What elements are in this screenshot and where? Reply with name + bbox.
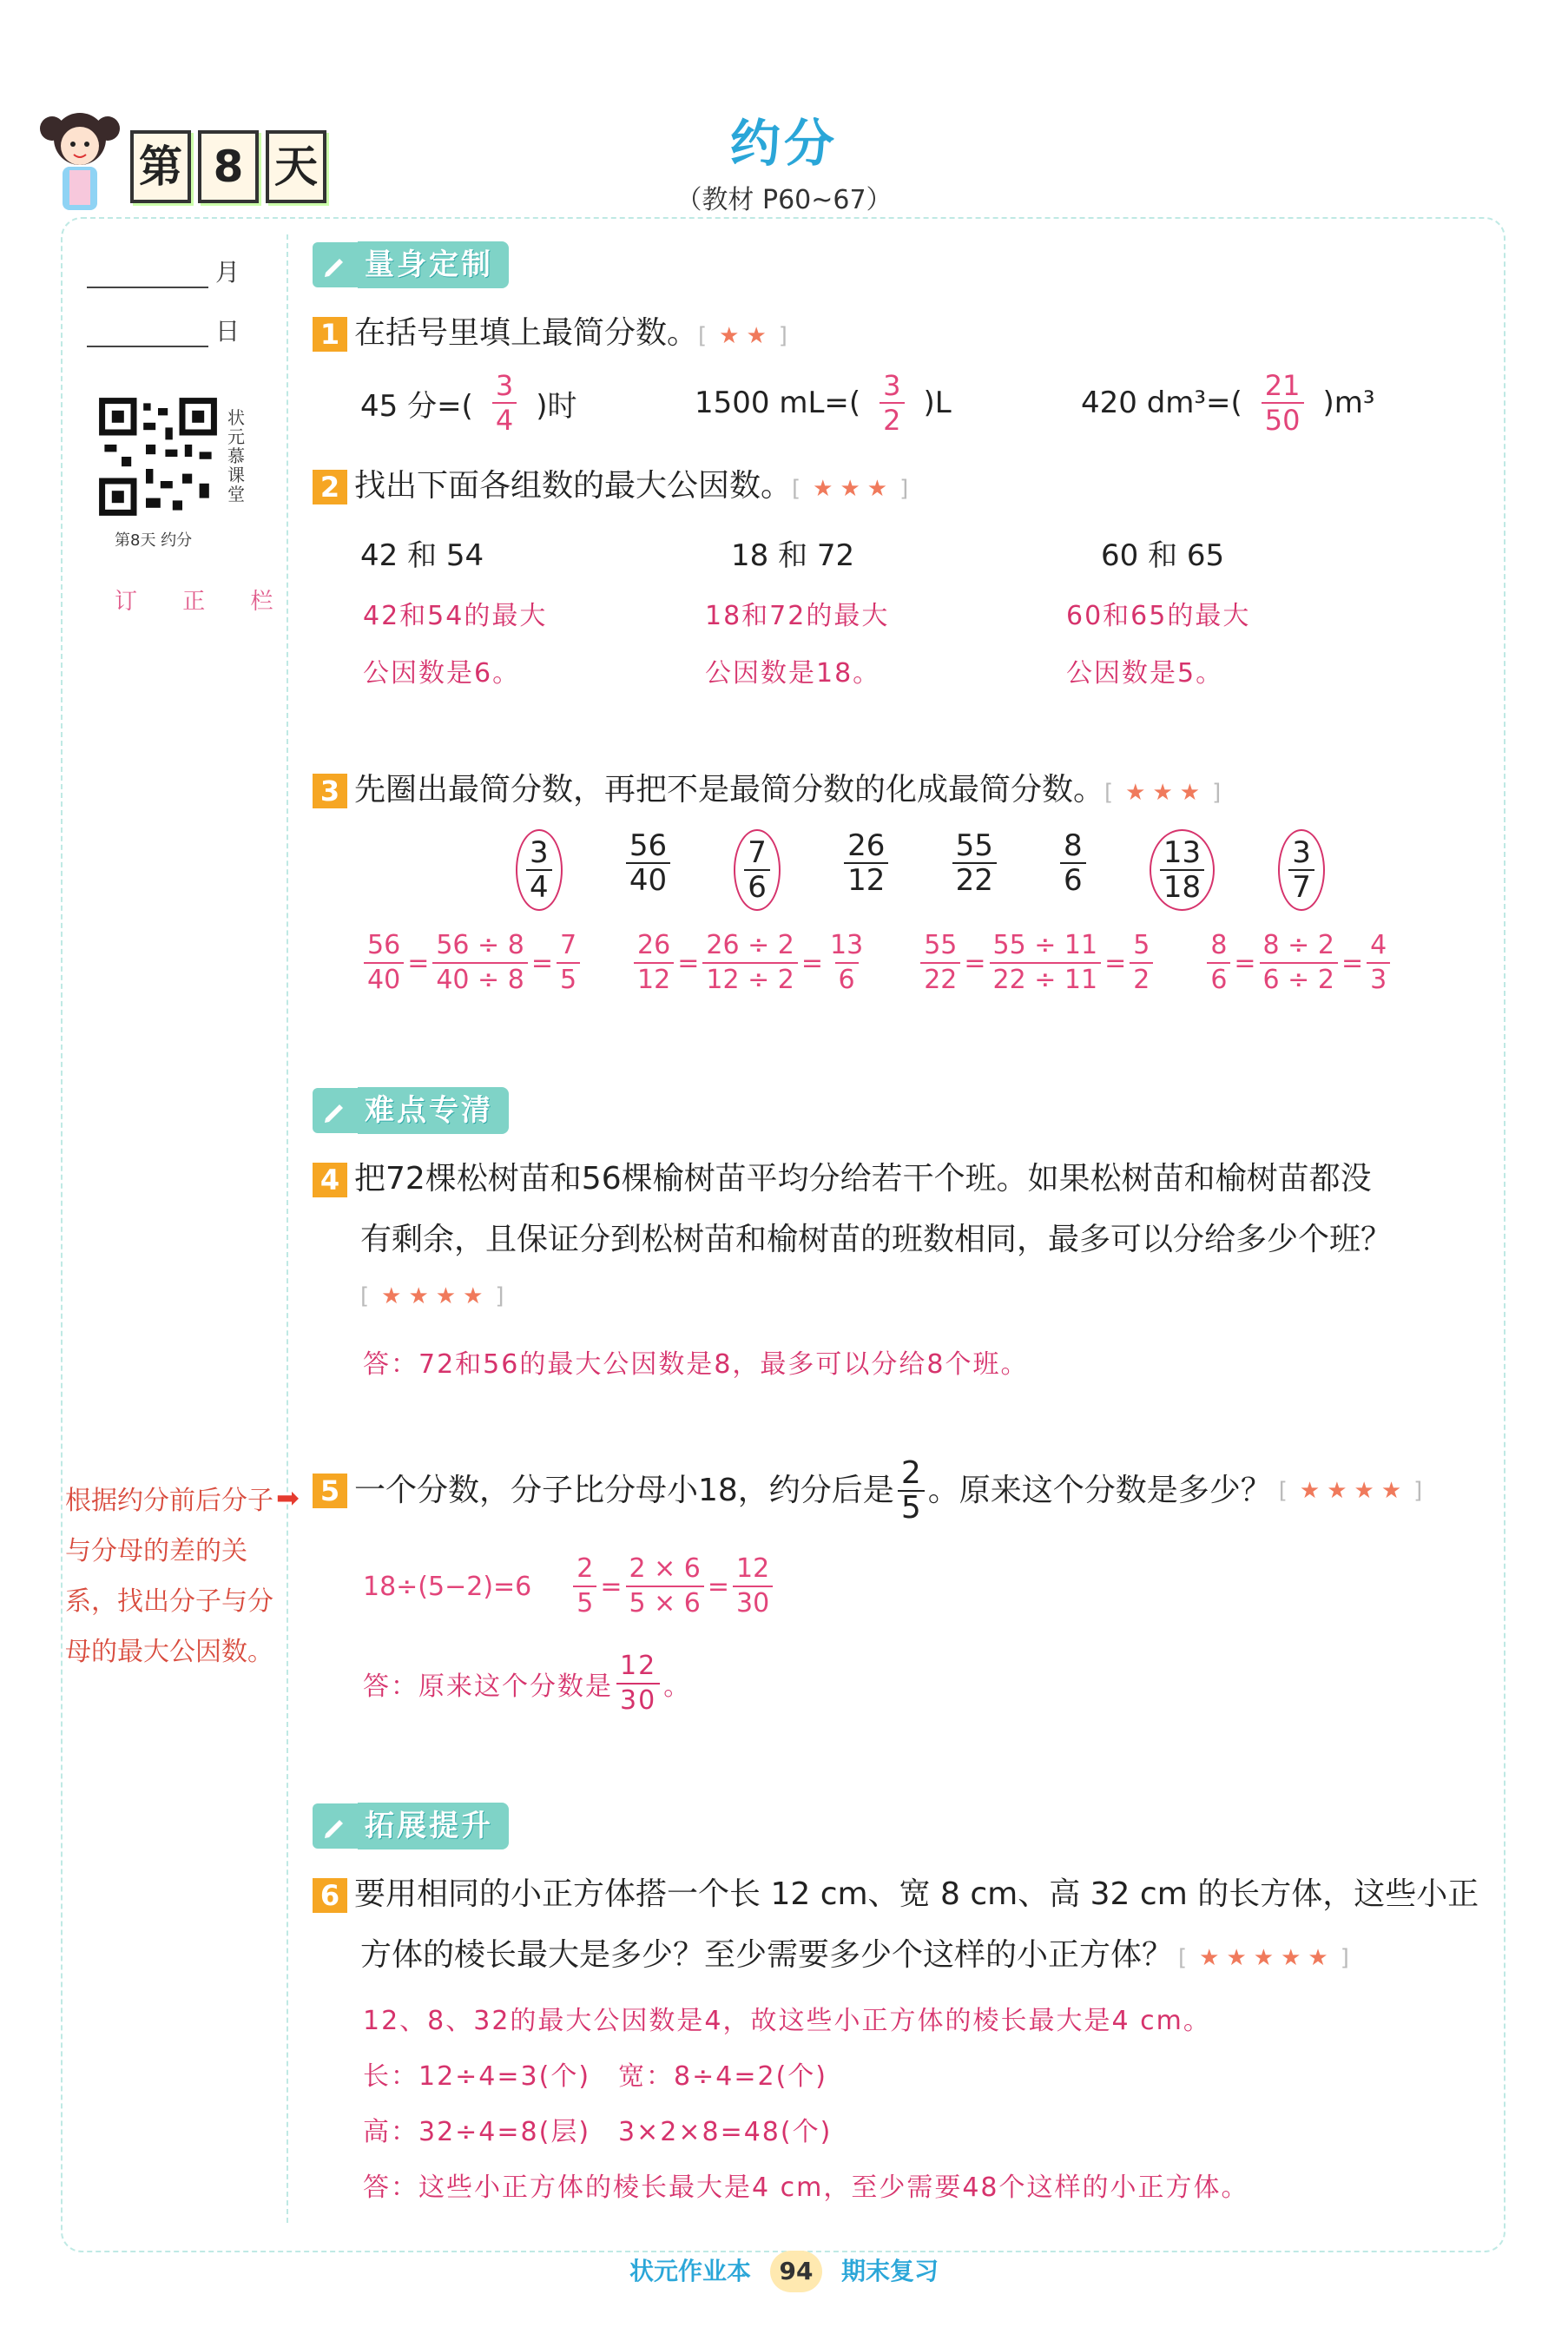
numerator: 55 [924,930,958,960]
sidebar-divider [287,234,288,2223]
denominator: 5 [573,1586,596,1620]
question-text: 一个分数，分子比分母小18，约分后是 [354,1473,894,1508]
numerator: 8 [1064,828,1083,863]
pencil-icon [313,242,358,287]
fraction[interactable] [844,829,888,911]
denominator: 22 [920,962,960,997]
q1-item [695,369,952,437]
numerator: 26 ÷ 2 [706,930,794,960]
numerator: 8 [1210,930,1228,960]
simplification: $\frac{26}{12}$ = $\frac{26 \div 2}{12 \div 2}$ = $\frac{13}{6}$ [630,929,870,997]
difficulty-stars: [ ★★★ ] [792,476,915,502]
numerator: 26 [637,930,671,960]
question-text-line: 把72棵松树苗和56棵榆树苗平均分给若干个班。如果松树苗和榆树苗都没 [354,1161,1372,1197]
footer-section-name: 期末复习 [841,2257,939,2285]
month-field[interactable] [87,254,240,288]
fraction [898,1457,925,1525]
question-1 [313,314,794,355]
handwritten-answer: 18和72的最大 [705,601,890,631]
arrow-right-icon: ➡ [276,1481,300,1514]
pencil-icon [313,1803,358,1849]
handwritten-answer: 答：这些小正方体的棱长最大是4 cm，至少需要48个这样的小正方体。 [363,2172,1249,2203]
fraction-circled[interactable] [1278,829,1325,911]
numerator: 3 [530,835,549,870]
fraction-circled[interactable] [1150,829,1215,911]
question-text: 在括号里填上最简分数。 [354,315,699,351]
denominator: 4 [492,402,517,437]
denominator: 4 [526,869,552,904]
fraction-circled[interactable] [734,829,781,911]
question-3 [313,771,1228,812]
page-subtitle: （教材 P60~67） [675,185,893,215]
denominator: 40 [626,862,670,897]
denominator: 6 [744,869,770,904]
numerator: 2 [576,1553,594,1584]
question-text-line: 方体的棱长最大是多少？至少需要多少个这样的小正方体？ [360,1937,1174,1973]
numerator: 2 × 6 [629,1553,701,1584]
question-text: 找出下面各组数的最大公因数。 [354,468,793,504]
qr-side-text: 状元慕课堂 [227,407,245,504]
difficulty-stars: [ ★★★★★ ] [1178,1945,1356,1971]
handwritten-answer: 答：72和56的最大公因数是8，最多可以分给8个班。 [363,1349,1029,1380]
difficulty-stars: [ ★★ ] [698,323,794,349]
qr-caption: 第8天 约分 [115,531,193,550]
numerator: 13 [1163,835,1202,870]
numerator: 55 [955,828,993,863]
correction-column-label: 订 正 栏 [115,589,293,615]
numerator: 56 ÷ 8 [436,930,524,960]
number-pair: 60 和 65 [1101,538,1225,573]
handwritten-answer [363,1650,691,1718]
fraction[interactable] [626,829,670,911]
denominator: 18 [1160,869,1204,904]
number-pair: 42 和 54 [360,538,484,573]
handwritten-answer: 长：12÷4=3(个) 宽：8÷4=2(个) [363,2061,827,2092]
denominator: 22 ÷ 11 [990,962,1102,997]
section-header-extension [313,1803,509,1849]
denominator: 12 [844,862,888,897]
question-number: 6 [313,1878,347,1913]
question-2 [313,467,915,508]
denominator: 40 [364,962,404,997]
simplification: $\frac{56}{40}$ = $\frac{56 \div 8}{40 \div 8}$ = $\frac{7}{5}$ [360,929,583,997]
denominator: 50 [1262,402,1304,437]
numerator: 21 [1264,369,1301,402]
question-text: 。原来这个分数是多少？ [927,1473,1272,1508]
handwritten-answer: 42和54的最大 [363,601,548,631]
difficulty-stars: [ ★★★ ] [1104,780,1228,806]
answer-fraction[interactable] [1262,369,1304,437]
q1-item-prefix: 45 分=( [360,388,473,424]
numerator: 2 [900,1455,921,1491]
answer-text: 答：原来这个分数是 [363,1671,613,1702]
denominator: 40 ÷ 8 [432,962,527,997]
denominator: 30 [733,1586,773,1620]
numerator: 56 [629,828,668,863]
simplification: $\frac{8}{6}$ = $\frac{8 \div 2}{6 \div 2}$ = $\frac{4}{3}$ [1203,929,1393,997]
page-title: 约分 [729,114,838,173]
day-badge-char: 第 [130,130,191,203]
question-number: 3 [313,774,347,808]
denominator: 7 [1288,869,1314,904]
pencil-icon [313,1088,358,1133]
question-number: 1 [313,317,347,352]
page-number: 94 [770,2251,822,2292]
denominator: 6 [1060,862,1086,897]
handwritten-answer: 公因数是6。 [363,658,521,689]
month-label: 月 [215,258,240,287]
fraction-circled[interactable] [516,829,563,911]
question-4 [313,1160,1493,1198]
question-5 [313,1457,1429,1525]
handwritten-answer: 高：32÷4=8(层) 3×2×8=48(个) [363,2117,833,2147]
denominator: 12 ÷ 2 [702,962,797,997]
qr-code-icon[interactable] [97,396,219,518]
numerator: 7 [559,930,577,960]
section-title: 量身定制 [358,241,509,288]
q1-item-suffix: )L [923,386,952,420]
q1-item-suffix: )m³ [1322,386,1375,420]
question-text-line: 要用相同的小正方体搭一个长 12 cm、宽 8 cm、高 32 cm 的长方体，这些小正 [354,1876,1479,1912]
question-number: 5 [313,1474,347,1508]
fraction[interactable] [952,829,997,911]
day-label: 日 [215,317,240,346]
denominator: 12 [634,962,674,997]
numerator: 3 [883,369,901,402]
q1-item-prefix: 420 dm³=( [1081,386,1242,420]
numerator: 13 [830,930,864,960]
numerator: 26 [847,828,886,863]
denominator: 5 [557,962,580,997]
handwritten-answer: 60和65的最大 [1066,601,1251,631]
numerator: 55 ÷ 11 [992,930,1098,960]
denominator: 2 [880,402,904,437]
denominator: 5 [898,1490,925,1525]
section-title: 难点专清 [358,1087,509,1134]
numerator: 12 [620,1651,657,1681]
question-6-line2 [360,1936,1356,1977]
q5-work [363,1553,776,1620]
day-badge-char: 天 [266,130,326,203]
numerator: 5 [1133,930,1150,960]
answer-fraction[interactable] [880,369,904,437]
handwritten-answer: 公因数是18。 [705,658,881,689]
denominator: 2 [1130,962,1153,997]
numerator: 7 [748,835,767,870]
page-footer [0,2251,1568,2292]
numerator: 12 [736,1553,770,1584]
q1-item-prefix: 1500 mL=( [695,386,861,420]
number-pair: 18 和 72 [731,538,855,573]
numerator: 3 [1292,835,1311,870]
answer-fraction[interactable] [492,369,517,437]
hint-note: 根据约分前后分子与分母的差的关系，找出分子与分母的最大公因数。 [65,1486,273,1667]
section-header-tailored [313,241,509,288]
q1-item-suffix: )时 [536,388,577,424]
calculation: 18÷(5−2)=6 [363,1571,532,1602]
question-number: 4 [313,1163,347,1197]
difficulty-stars: [ ★★★★ ] [360,1283,511,1309]
denominator: 6 ÷ 2 [1260,962,1338,997]
denominator: 3 [1367,962,1390,997]
question-text-line: 有剩余，且保证分到松树苗和榆树苗的班数相同，最多可以分给多少个班？ [360,1222,1393,1257]
footer-book-name: 状元作业本 [629,2257,751,2285]
denominator: 6 [835,962,859,997]
fraction[interactable] [1060,829,1086,911]
denominator: 5 × 6 [626,1586,704,1620]
difficulty-stars: [ ★★★★ ] [1279,1472,1430,1510]
section-header-difficult [313,1087,509,1134]
q1-item [360,369,576,437]
denominator: 30 [616,1683,660,1718]
section-title: 拓展提升 [358,1803,509,1849]
handwritten-answer: 公因数是5。 [1066,658,1224,689]
numerator: 3 [495,369,514,402]
denominator: 6 [1207,962,1230,997]
question-6 [313,1876,1493,1914]
denominator: 22 [952,862,997,897]
numerator: 56 [367,930,401,960]
q3-work-row [360,929,1393,997]
answer-text: 。 [663,1671,692,1702]
day-badge-number: 8 [198,130,259,203]
difficulty-stars-row [360,1283,511,1309]
simplification: $\frac{2}{5}$ = $\frac{2 \times 6}{5 \times 6}$ = $\frac{12}{30}$ [570,1553,776,1620]
q1-item [1081,369,1375,437]
handwritten-answer: 12、8、32的最大公因数是4，故这些小正方体的棱长最大是4 cm。 [363,2006,1211,2036]
day-field[interactable] [87,313,240,347]
simplification: $\frac{55}{22}$ = $\frac{55 \div 11}{22 \div 11}$ = $\frac{5}{2}$ [917,929,1156,997]
numerator: 8 ÷ 2 [1262,930,1334,960]
question-text: 先圈出最简分数，再把不是最简分数的化成最简分数。 [354,772,1105,808]
fraction-list [512,829,1328,911]
question-number: 2 [313,470,347,504]
numerator: 4 [1370,930,1387,960]
